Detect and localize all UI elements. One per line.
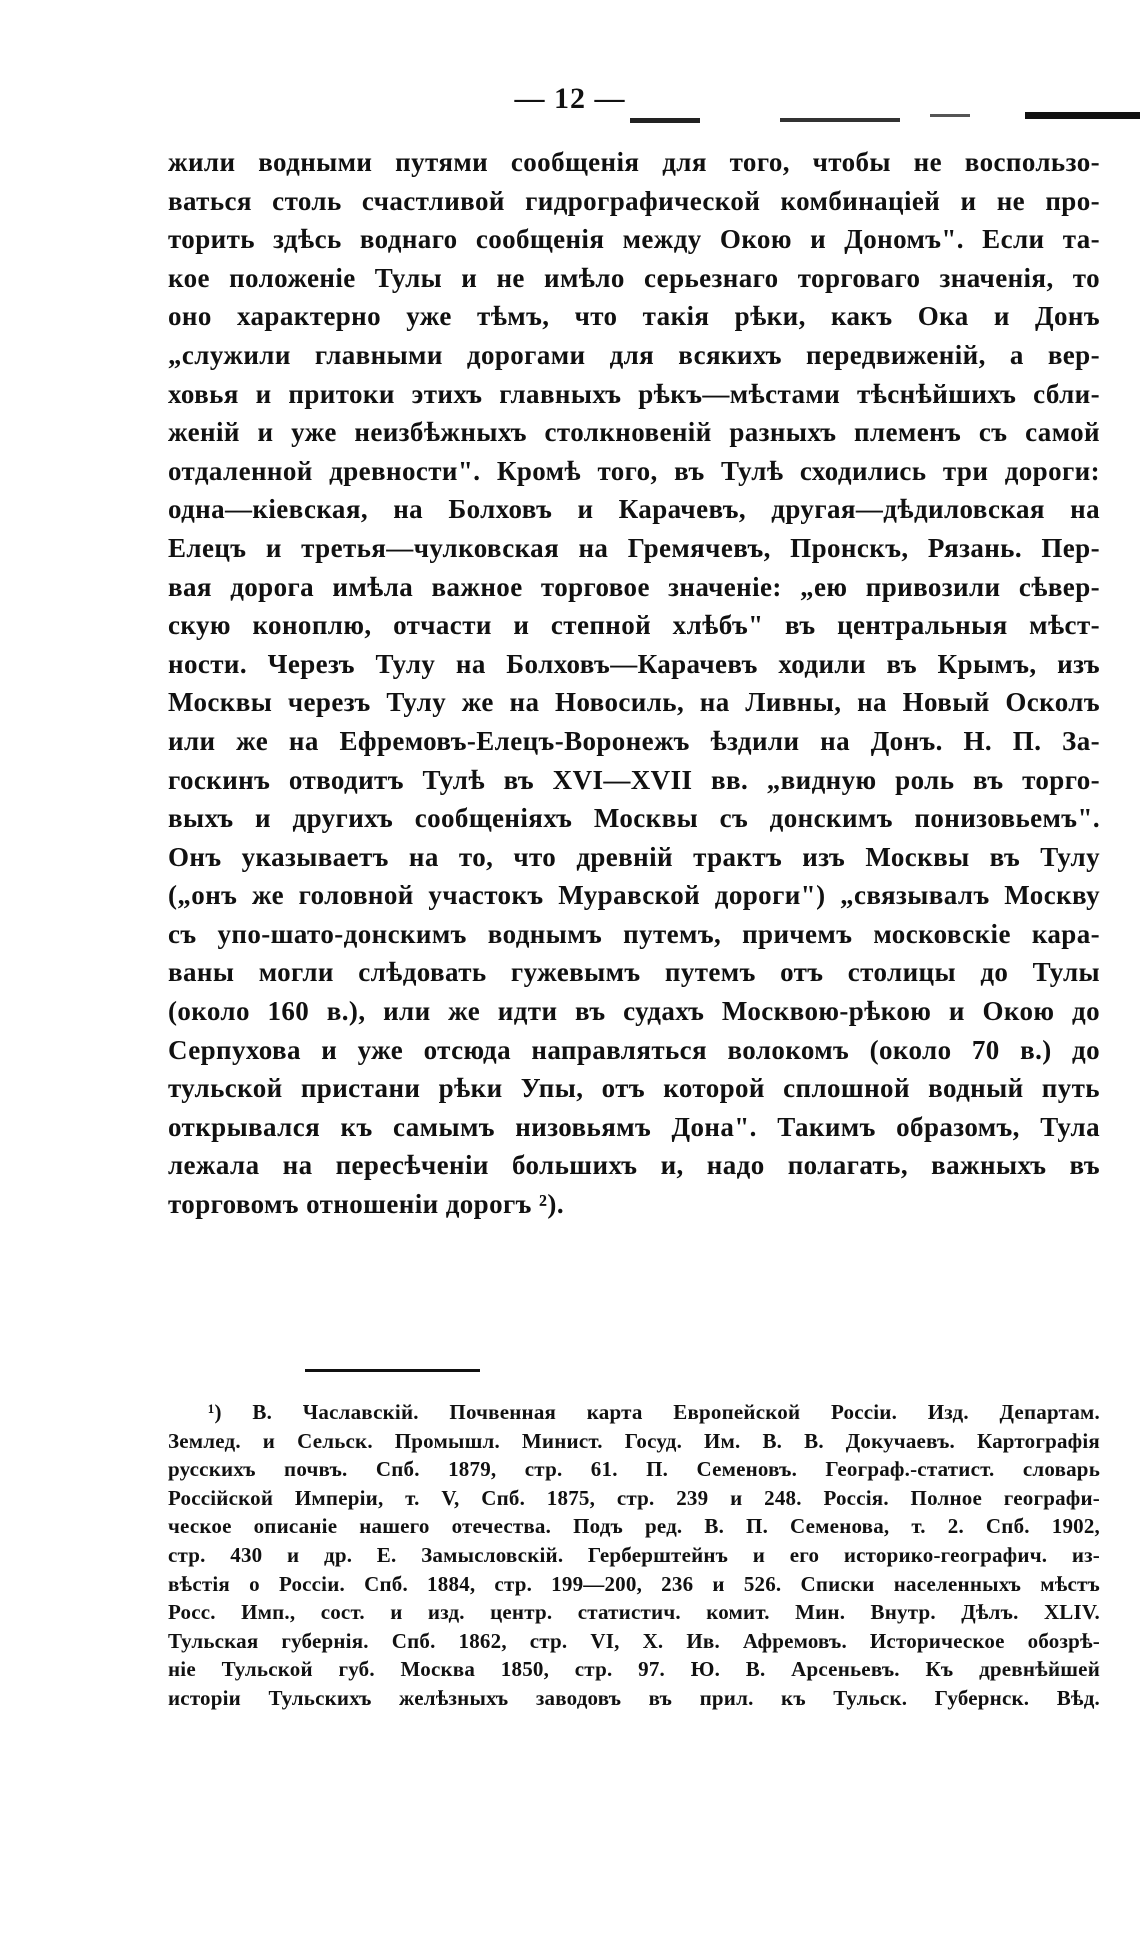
footnote-divider <box>305 1369 480 1372</box>
body-line: („онъ же головной участокъ Муравской дороги") „связывалъ Москву <box>168 880 1100 911</box>
page-number: — 12 — <box>514 82 626 115</box>
print-mark <box>930 114 970 117</box>
print-mark <box>1025 112 1140 119</box>
footnote-line: Землед. и Сельск. Промышл. Минист. Госуд. Им. В. В. Докучаевъ. Картографія <box>168 1428 1100 1453</box>
body-line: оно характерно уже тѣмъ, что такія рѣки, какъ Ока и Донъ <box>168 301 1100 332</box>
body-line: ности. Черезъ Тулу на Болховъ—Карачевъ ходили въ Крымъ, изъ <box>168 648 1100 679</box>
body-line: ваться столь счастливой гидрографической комбинаціей и не про- <box>168 185 1100 216</box>
body-text <box>168 143 1100 1224</box>
footnotes <box>168 1398 1100 1713</box>
body-line: женій и уже неизбѣжныхъ столкновеній разныхъ племенъ съ самой <box>168 417 1100 448</box>
body-line: съ упо-шато-донскимъ воднымъ путемъ, причемъ московскіе кара- <box>168 918 1100 949</box>
footnote-line: вѣстія о Россіи. Спб. 1884, стр. 199—200, 236 и 526. Списки населенныхъ мѣстъ <box>168 1571 1100 1596</box>
footnote-line: стр. 430 и др. Е. Замысловскій. Герберштейнъ и его историко-географич. из- <box>168 1542 1100 1567</box>
body-line: торить здѣсь воднаго сообщенія между Окою и Дономъ". Если та- <box>168 224 1100 255</box>
body-line: ховья и притоки этихъ главныхъ рѣкъ—мѣстами тѣснѣйшихъ сбли- <box>168 378 1100 409</box>
footnote-line: Россійской Имперіи, т. V, Спб. 1875, стр. 239 и 248. Россія. Полное географи- <box>168 1485 1100 1510</box>
body-line: или же на Ефремовъ-Елецъ-Воронежъ ѣздили на Донъ. Н. П. За- <box>168 725 1100 756</box>
body-line: скую коноплю, отчасти и степной хлѣбъ" въ центральныя мѣст- <box>168 610 1100 641</box>
body-line: вая дорога имѣла важное торговое значеніе: „ею привозили сѣвер- <box>168 571 1100 602</box>
body-line: ваны могли слѣдовать гужевымъ путемъ отъ столицы до Тулы <box>168 957 1100 988</box>
body-line: „служили главными дорогами для всякихъ передвиженій, а вер- <box>168 339 1100 370</box>
body-line: (около 160 в.), или же идти въ судахъ Москвою-рѣкою и Окою до <box>168 996 1100 1027</box>
body-line: одна—кіевская, на Болховъ и Карачевъ, другая—дѣдиловская на <box>168 494 1100 525</box>
body-line: отдаленной древности". Кромѣ того, въ Тулѣ сходились три дороги: <box>168 455 1100 486</box>
print-marks <box>630 112 1140 126</box>
footnote-line: Тульская губернія. Спб. 1862, стр. VI, Х. Ив. Афремовъ. Историческое обозрѣ- <box>168 1628 1100 1653</box>
body-line: кое положеніе Тулы и не имѣло серьезнаго торговаго значенія, то <box>168 262 1100 293</box>
body-line: Москвы черезъ Тулу же на Новосиль, на Ливны, на Новый Осколъ <box>168 687 1100 718</box>
footnote-line: ческое описаніе нашего отечества. Подъ ред. В. П. Семенова, т. 2. Спб. 1902, <box>168 1514 1100 1539</box>
footnote-line: исторіи Тульскихъ желѣзныхъ заводовъ въ прил. къ Тульск. Губернск. Вѣд. <box>168 1685 1100 1710</box>
body-line: тульской пристани рѣки Упы, отъ которой сплошной водный путь <box>168 1073 1100 1104</box>
body-line: лежала на пересѣченіи большихъ и, надо полагать, важныхъ въ <box>168 1150 1100 1181</box>
body-line: жили водными путями сообщенія для того, чтобы не воспользо- <box>168 147 1100 177</box>
body-line: Елецъ и третья—чулковская на Гремячевъ, Пронскъ, Рязань. Пер- <box>168 532 1100 563</box>
footnote-line: русскихъ почвъ. Спб. 1879, стр. 61. П. Семеновъ. Географ.-статист. словарь <box>168 1457 1100 1482</box>
body-line: выхъ и другихъ сообщеніяхъ Москвы съ донскимъ понизовьемъ". <box>168 803 1100 834</box>
footnote-line: Росс. Имп., сост. и изд. центр. статистич. комит. Мин. Внутр. Дѣлъ. XLIV. <box>168 1600 1100 1625</box>
body-line: госкинъ отводитъ Тулѣ въ XVI—XVII вв. „видную роль въ торго- <box>168 764 1100 795</box>
footnote-line: ¹) В. Чаславскій. Почвенная карта Европейской Россіи. Изд. Департам. <box>208 1400 1100 1424</box>
body-line: Онъ указываетъ на то, что древній трактъ изъ Москвы въ Тулу <box>168 841 1100 872</box>
body-line: торговомъ отношеніи дорогъ ²). <box>168 1189 564 1220</box>
print-mark <box>780 118 900 122</box>
body-line: Серпухова и уже отсюда направляться волокомъ (около 70 в.) до <box>168 1034 1100 1065</box>
body-line: открывался къ самымъ низовьямъ Дона". Такимъ образомъ, Тула <box>168 1111 1100 1142</box>
footnote-line: ніе Тульской губ. Москва 1850, стр. 97. Ю. В. Арсеньевъ. Къ древнѣйшей <box>168 1657 1100 1682</box>
print-mark <box>630 118 700 123</box>
